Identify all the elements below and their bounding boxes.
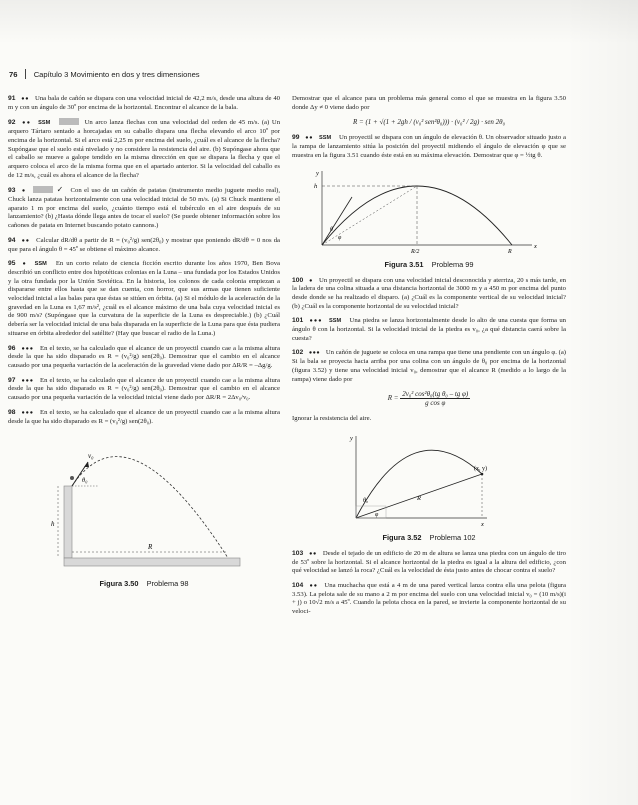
label-xy: (x, y) [474,465,487,472]
ignore-air-note: Ignorar la resistencia del aire. [292,415,372,423]
range-formula [292,118,566,126]
scan-shadow-top [0,0,638,44]
difficulty-dots: ●●● [21,345,34,352]
figure-3-51-caption [292,260,566,269]
figure-3-51 [292,167,566,269]
checkmark-icon: ✓ [55,185,65,195]
left-column [8,95,280,596]
problem-text: Un cañón de juguete se coloca en una rampa que tiene una pendiente con un ángulo φ. (a) Si la bala se proyecta hacia arriba por una colina con un ángulo de θ₀ por encima de la horizontal (figura 3.52) y tiene una velocidad inicial v₀, demostrar que el alcance R (medido a lo largo de la rampa) viene dado por [292,349,567,383]
figure-3-50 [8,432,280,588]
difficulty-dots: ●● [309,550,318,557]
page-number: 76 [9,70,18,79]
problem-number: 92 [8,119,16,127]
problem-text: Un proyectil se dispara con un ángulo de elevación θ. Un observador situado justo a la rampa de lanzamiento sitúa la posición del proyectil midiendo el ángulo de elevación φ que se muestra en la figura 3.51 cuando éste está en su máxima elevación. Demostrar que φ = ½tg θ. [292,134,567,159]
problem-number: 91 [8,95,16,102]
ssm-tag: SSM [34,261,47,268]
difficulty-dots: ●●● [308,350,321,357]
launch-vector [322,197,352,245]
problem-96 [8,345,280,371]
media-icon [33,186,53,193]
figure-3-50-caption [8,579,280,588]
difficulty-dots: ●● [21,96,30,102]
difficulty-dots: ●● [309,583,319,590]
problem-99 [292,134,566,160]
label-y: y [316,169,319,177]
scan-shadow-edge [566,0,638,805]
label-R: R [148,543,153,552]
difficulty-dots: ●● [21,237,31,244]
velocity-arrowhead [84,462,89,467]
label-h: h [51,520,55,529]
problem-text: Calcular dR/dθ a partir de R = (v₀²/g) sen(2θ₀) y mostrar que poniendo dR/dθ = 0 nos da que para el ángulo θ = 45º se obtiene el máximo alcance. [8,236,281,253]
problem-text: En el texto, se ha calculado que el alcance de un proyectil cuando cae a la misma altura desde la que ha sido disparado es R = (v₀²/g) sen(2θ₀). Demostrar que el cambio en el alcance causado por una pequeña variación de la aceleración de la gravedad viene dado por ΔR/R = –Δg/g. [8,344,281,369]
problem-text: En el texto, se ha calculado que el alcance de un proyectil cuando cae a la misma altura desde la que ha sido disparado es R = (v₀²/g) sen(2θ₀). Demostrar que el cambio en el alcance causado por una pequeña variación de la velocidad inicial viene dado por ΔR/R = 2Δv₀/v₀. [8,376,281,402]
problem-91 [8,95,280,112]
figure-3-50-diagram [8,432,280,572]
problem-92 [8,118,280,180]
problem-number: 100 [292,276,304,284]
trajectory-curve [356,450,482,518]
label-y: y [350,434,353,442]
right-column [292,95,566,623]
problem-number: 94 [8,236,16,244]
label-R: R [508,248,512,253]
shooter-figure [70,476,74,480]
label-phi: φ [338,234,342,241]
difficulty-dots: ● [309,277,314,284]
problem-text: En un corto relato de ciencia ficción escrito durante los años 1970, Ben Bova describió un conflicto entre dos hipotéticas colonias en la Luna – una fundada por los Estados Unidos y la otra fundada por la Unión Soviética. En la historia, los colonos de cada colonia empiezan a dispararse entre ellos hasta que se dan cuenta, con horror, que sus armas que tienen suficiente velocidad inicial a las balas para que éstas se sitúen en órbita. (a) Si el módulo de la aceleración de la gravedad en la Luna es 1,67 m/s², ¿cuál es el alcance máximo de una bala cuya velocidad inicial es de 900 m/s? (Supóngase que la curvatura de la superficie de la Luna es despreciable.) (b) ¿Cuál debería ser la velocidad inicial de una bala disparada en la superficie de la Luna para que ésta pudiera situarse en órbita alrededor del satélite? (Hay que buscar el radio de la Luna.) [8,260,281,337]
caption-figure-number: Figura 3.52 [382,532,422,542]
label-phi: φ [375,511,379,518]
formula-fraction [400,390,470,407]
page-header [9,69,609,79]
media-icon [59,118,79,125]
cliff-block [64,486,72,558]
problem-102 [292,349,566,384]
caption-text: Problema 102 [429,532,476,542]
problem-text: Desde el tejado de un edificio de 20 m de altura se lanza una piedra con un ángulo de tiro de 53º sobre la horizontal. Si el alcance horizontal de la piedra es igual a la altura del edificio, ¿con qué velocidad se lanzó la roca? ¿Cuál es la velocidad de ésta justo antes de chocar contra el suelo? [292,549,567,575]
caption-text: Problema 99 [431,259,474,269]
label-theta0: θ₀ [363,497,369,504]
problem-text: Un arco lanza flechas con una velocidad del orden de 45 m/s. (a) Un arquero Tártaro sentado a horcajadas en su caballo dispara una flecha elevando el arco 10º por encima de la horizontal. Si el arco está 2,25 m por encima del suelo, ¿cuál es el alcance de la flecha? Supóngase que el suelo está nivelado y no considere la resistencia del aire. (b) Supóngase ahora que el caballo se mueve a galope tendido en la misma dirección en que se dispara la flecha y que el arquero coloca el arco de la misma forma que en el apartado anterior. Si la velocidad del caballo es de 12 m/s, ¿cuál es ahora el alcance de la flecha? [8,119,281,179]
difficulty-dots: ●● [22,120,32,127]
ramp-range-formula [292,390,566,407]
formula-numerator: 2v₀² cos²θ₀(tg θ₀ – tg φ) [402,390,469,399]
problem-number: 104 [292,582,304,590]
label-R-half: R/2 [411,248,420,253]
problem-104 [292,582,566,617]
sight-line [322,186,417,245]
difficulty-dots: ●●● [309,318,323,325]
problem-number: 96 [8,344,16,352]
problem-number: 102 [292,349,304,357]
label-x: x [534,242,537,250]
difficulty-dots: ●●● [21,377,34,384]
problem-98-continued: Demostrar que el alcance para un problema más general como el que se muestra en la figura 3.50 donde Δy ≠ 0 viene dado por [292,95,566,111]
figure-3-51-diagram [292,167,566,253]
problem-number: 97 [8,376,16,384]
problem-number: 101 [292,317,304,325]
label-theta0: θ₀ [82,477,88,485]
problem-101 [292,317,566,343]
label-v0: v₀ [88,452,94,461]
ssm-tag: SSM [38,120,51,127]
problem-98 [8,409,280,426]
figure-3-52-caption [292,533,566,542]
problem-94 [8,237,280,254]
problem-number: 103 [292,549,304,557]
caption-text: Problema 98 [146,579,189,589]
label-h: h [314,182,318,190]
ground-block [64,558,240,566]
problem-text: Una piedra se lanza horizontalmente desde lo alto de una cuesta que forma un ángulo θ con la horizontal. Si la velocidad inicial de la piedra es v₀, ¿a qué distancia caerá sobre la cuesta? [292,317,567,342]
difficulty-dots: ● [22,261,28,268]
ssm-tag: SSM [329,318,342,325]
formula-lhs: R = [387,394,399,403]
problem-100 [292,277,566,312]
chapter-title: Capítulo 3 Movimiento en dos y tres dimensiones [33,70,200,79]
problem-number: 98 [8,408,16,416]
label-R: R [417,494,421,502]
ssm-tag: SSM [318,135,332,142]
label-theta: θ [330,226,333,233]
formula-body: (1 + √(1 + 2gh / (v₀² sen²θ₀))) · (v₀² / 2g) · sen 2θ₀ [365,118,506,127]
problem-text: En el texto, se ha calculado que el alcance de un proyectil cuando cae a la misma altura desde la que ha sido disparado es R = (v₀²/g) sen(2θ₀). [8,408,281,425]
formula-lhs: R = [352,118,364,127]
problem-text: Un proyectil se dispara con una velocidad inicial desconocida y aterriza, 20 s más tarde, en la ladera de una colina situada a una distancia horizontal de 3000 m y a 450 m por encima del punto desde donde se ha realizado el disparo. (a) ¿Cuál es la componente vertical de su velocidad inicial? (b) ¿Cuál es la componente horizontal de su velocidad inicial? [292,276,567,310]
problem-93 [8,186,280,231]
formula-denominator: g cos φ [425,399,446,408]
problem-text: Una muchacha que está a 4 m de una pared vertical lanza contra ella una pelota (figura 3.53). La pelota sale de su mano a 2 m por encima del suelo con una velocidad inicial v₀ = (10 m/s)(i + j) o 10√2 m/s a 45º. Cuando la pelota choca en la pared, se invierte la componente horizontal de su veloci- [292,582,566,616]
difficulty-dots: ● [21,188,27,195]
label-x: x [481,520,484,526]
caption-figure-number: Figura 3.51 [384,259,424,269]
landing-point [481,473,484,476]
problem-103 [292,550,566,576]
problem-95 [8,260,280,338]
problem-97 [8,377,280,403]
difficulty-dots: ●● [305,135,314,142]
problem-text: Con el uso de un cañón de patatas (instrumento medio juguete medio real), Chuck lanza patatas horizontalmente con una velocidad inicial de 50 m/s. (a) Si Chuck mantiene el aparato 1 m por encima del suelo, ¿cuánto tiempo está el tubérculo en el aire después de su lanzamiento? (b) ¿Hasta dónde llega antes de tocar el suelo? (Se puede obtener información sobre los cañones de patata en Internet buscando potato cannons.) [8,187,281,230]
figure-3-52 [292,430,566,542]
problem-text: Una bala de cañón se dispara con una velocidad inicial de 42,2 m/s, desde una altura de 40 m y con un ángulo de 30º por encima de la horizontal. Encontrar el alcance de la bala. [8,95,281,111]
figure-3-52-diagram [292,430,566,526]
problem-number: 99 [292,134,300,142]
problem-number: 95 [8,260,16,268]
caption-figure-number: Figura 3.50 [99,579,139,589]
problem-number: 93 [8,187,16,195]
difficulty-dots: ●●● [21,409,34,416]
header-divider [25,69,26,79]
